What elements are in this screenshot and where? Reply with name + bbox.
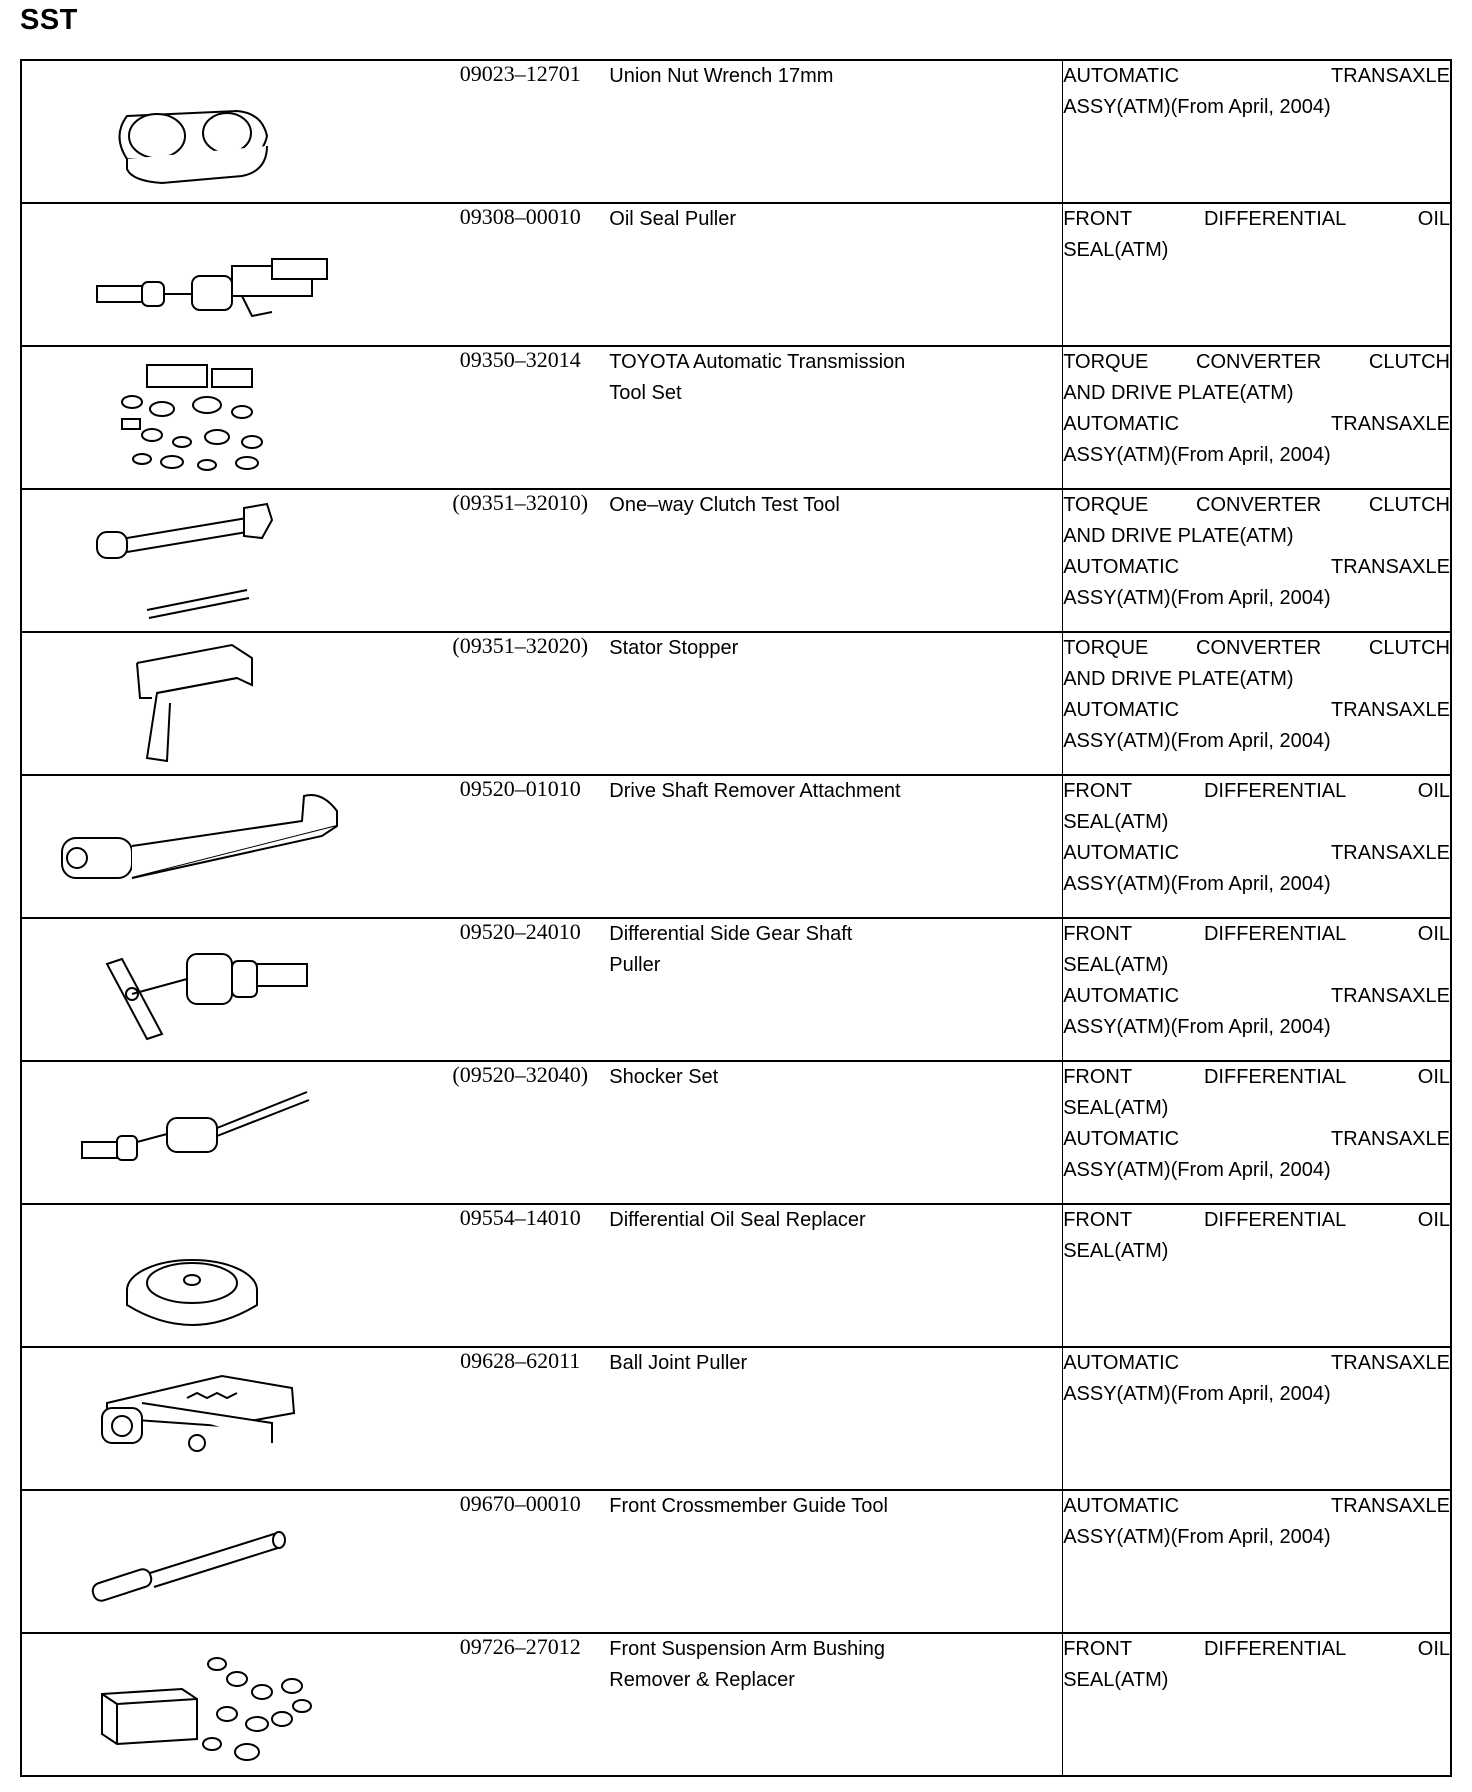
reference-line: FRONT DIFFERENTIAL OIL	[1063, 780, 1450, 802]
part-number: 09308–00010	[431, 203, 609, 346]
tool-name-line: Remover & Replacer	[609, 1669, 795, 1691]
reference-section	[1063, 346, 1451, 489]
reference-section	[1063, 60, 1451, 203]
part-number: 09350–32014	[431, 346, 609, 489]
table-row	[21, 1633, 1451, 1776]
tool-name-line: Drive Shaft Remover Attachment	[609, 780, 901, 802]
reference-section	[1063, 775, 1451, 918]
reference-line: SEAL(ATM)	[1063, 1240, 1169, 1262]
page-title: SST	[20, 4, 78, 36]
reference-line: SEAL(ATM)	[1063, 1669, 1169, 1691]
table-row	[21, 775, 1451, 918]
part-number: 09520–24010	[431, 918, 609, 1061]
reference-line: ASSY(ATM)(From April, 2004)	[1063, 587, 1331, 609]
reference-line: AUTOMATIC TRANSAXLE	[1063, 556, 1450, 578]
ball-joint-puller-icon	[22, 1348, 424, 1489]
reference-section	[1063, 1204, 1451, 1347]
reference-section	[1063, 1633, 1451, 1776]
reference-section	[1063, 918, 1451, 1061]
sst-table	[20, 59, 1452, 1777]
tool-illustration-cell	[21, 918, 431, 1061]
table-row	[21, 632, 1451, 775]
tool-name	[609, 918, 1062, 1061]
reference-line: ASSY(ATM)(From April, 2004)	[1063, 96, 1331, 118]
reference-line: SEAL(ATM)	[1063, 954, 1169, 976]
tool-name-line: Union Nut Wrench 17mm	[609, 65, 834, 87]
reference-line: AUTOMATIC TRANSAXLE	[1063, 1495, 1450, 1517]
reference-line: FRONT DIFFERENTIAL OIL	[1063, 208, 1450, 230]
table-row	[21, 1347, 1451, 1490]
reference-section	[1063, 203, 1451, 346]
tool-name	[609, 1347, 1062, 1490]
tool-name-line: Front Suspension Arm Bushing	[609, 1638, 885, 1660]
tool-name	[609, 203, 1062, 346]
reference-section	[1063, 1061, 1451, 1204]
tool-illustration-cell	[21, 346, 431, 489]
stator-stopper-icon	[22, 633, 424, 774]
tool-illustration-cell	[21, 1061, 431, 1204]
bushing-remover-replacer-icon	[22, 1634, 424, 1775]
tool-illustration-cell	[21, 1490, 431, 1633]
tool-name-line: Tool Set	[609, 382, 682, 404]
reference-line: ASSY(ATM)(From April, 2004)	[1063, 730, 1331, 752]
union-nut-wrench-icon	[22, 61, 424, 202]
reference-line: FRONT DIFFERENTIAL OIL	[1063, 1638, 1450, 1660]
table-row	[21, 1490, 1451, 1633]
tool-name-line: Oil Seal Puller	[609, 208, 736, 230]
tool-illustration-cell	[21, 775, 431, 918]
reference-section	[1063, 1347, 1451, 1490]
part-number: 09520–01010	[431, 775, 609, 918]
reference-line: AUTOMATIC TRANSAXLE	[1063, 985, 1450, 1007]
crossmember-guide-tool-icon	[22, 1491, 424, 1632]
tool-name	[609, 346, 1062, 489]
reference-line: AUTOMATIC TRANSAXLE	[1063, 1128, 1450, 1150]
tool-illustration-cell	[21, 203, 431, 346]
table-row	[21, 918, 1451, 1061]
clutch-test-tool-icon	[22, 490, 424, 631]
tool-name-line: Shocker Set	[609, 1066, 719, 1088]
tool-name	[609, 1204, 1062, 1347]
reference-line: ASSY(ATM)(From April, 2004)	[1063, 873, 1331, 895]
part-number: (09520–32040)	[431, 1061, 609, 1204]
reference-line: TORQUE CONVERTER CLUTCH	[1063, 351, 1450, 373]
table-row	[21, 489, 1451, 632]
tool-name	[609, 1490, 1062, 1633]
tool-name	[609, 775, 1062, 918]
tool-name	[609, 60, 1062, 203]
tool-name-line: Differential Oil Seal Replacer	[609, 1209, 866, 1231]
oil-seal-replacer-icon	[22, 1205, 424, 1346]
reference-line: AUTOMATIC TRANSAXLE	[1063, 842, 1450, 864]
part-number: 09554–14010	[431, 1204, 609, 1347]
tool-set-icon	[22, 347, 424, 488]
reference-line: ASSY(ATM)(From April, 2004)	[1063, 1016, 1331, 1038]
reference-line: AUTOMATIC TRANSAXLE	[1063, 1352, 1450, 1374]
part-number: (09351–32020)	[431, 632, 609, 775]
reference-line: AND DRIVE PLATE(ATM)	[1063, 382, 1294, 404]
part-number: 09628–62011	[431, 1347, 609, 1490]
tool-name-line: Differential Side Gear Shaft	[609, 923, 853, 945]
table-row	[21, 1204, 1451, 1347]
reference-line: ASSY(ATM)(From April, 2004)	[1063, 444, 1331, 466]
reference-line: AND DRIVE PLATE(ATM)	[1063, 525, 1294, 547]
tool-illustration-cell	[21, 60, 431, 203]
reference-line: TORQUE CONVERTER CLUTCH	[1063, 637, 1450, 659]
part-number: 09726–27012	[431, 1633, 609, 1776]
shocker-set-icon	[22, 1062, 424, 1203]
tool-name	[609, 1061, 1062, 1204]
reference-line: AUTOMATIC TRANSAXLE	[1063, 699, 1450, 721]
tool-name-line: Ball Joint Puller	[609, 1352, 748, 1374]
reference-line: ASSY(ATM)(From April, 2004)	[1063, 1383, 1331, 1405]
reference-line: FRONT DIFFERENTIAL OIL	[1063, 1066, 1450, 1088]
tool-name-line: Puller	[609, 954, 661, 976]
tool-name	[609, 632, 1062, 775]
reference-line: ASSY(ATM)(From April, 2004)	[1063, 1159, 1331, 1181]
reference-line: ASSY(ATM)(From April, 2004)	[1063, 1526, 1331, 1548]
reference-section	[1063, 632, 1451, 775]
reference-line: FRONT DIFFERENTIAL OIL	[1063, 923, 1450, 945]
tool-illustration-cell	[21, 1347, 431, 1490]
tool-name	[609, 1633, 1062, 1776]
side-gear-shaft-puller-icon	[22, 919, 424, 1060]
reference-line: TORQUE CONVERTER CLUTCH	[1063, 494, 1450, 516]
reference-line: FRONT DIFFERENTIAL OIL	[1063, 1209, 1450, 1231]
reference-section	[1063, 1490, 1451, 1633]
reference-line: AUTOMATIC TRANSAXLE	[1063, 413, 1450, 435]
reference-line: AND DRIVE PLATE(ATM)	[1063, 668, 1294, 690]
tool-illustration-cell	[21, 489, 431, 632]
reference-line: AUTOMATIC TRANSAXLE	[1063, 65, 1450, 87]
part-number: 09670–00010	[431, 1490, 609, 1633]
reference-section	[1063, 489, 1451, 632]
table-row	[21, 60, 1451, 203]
tool-name-line: One–way Clutch Test Tool	[609, 494, 840, 516]
table-row	[21, 1061, 1451, 1204]
drive-shaft-remover-icon	[22, 776, 424, 917]
tool-illustration-cell	[21, 632, 431, 775]
tool-name-line: Stator Stopper	[609, 637, 739, 659]
reference-line: SEAL(ATM)	[1063, 1097, 1169, 1119]
table-row	[21, 203, 1451, 346]
tool-name-line: TOYOTA Automatic Transmission	[609, 351, 906, 373]
oil-seal-puller-icon	[22, 204, 424, 345]
tool-name-line: Front Crossmember Guide Tool	[609, 1495, 888, 1517]
tool-illustration-cell	[21, 1633, 431, 1776]
part-number: 09023–12701	[431, 60, 609, 203]
tool-illustration-cell	[21, 1204, 431, 1347]
reference-line: SEAL(ATM)	[1063, 239, 1169, 261]
table-row	[21, 346, 1451, 489]
part-number: (09351–32010)	[431, 489, 609, 632]
reference-line: SEAL(ATM)	[1063, 811, 1169, 833]
tool-name	[609, 489, 1062, 632]
